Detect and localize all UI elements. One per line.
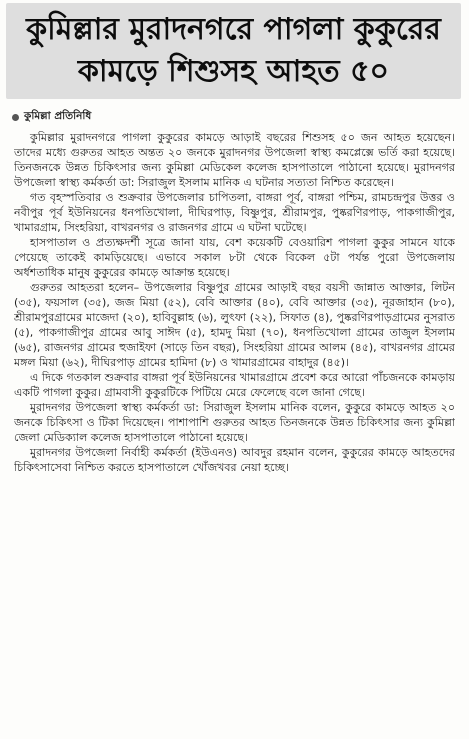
headline-box	[6, 3, 461, 99]
paragraph: হাসপাতাল ও প্রত্যক্ষদর্শী সূত্রে জানা যায়, বেশ কয়েকটি বেওয়ারিশ পাগলা কুকুর সামনে যাকে পেয়েছে তাকেই কামড়িয়েছে। এভাবে সকাল ৮টা থেকে বিকেল ৫টা পর্যন্ত পুরো উপজেলায় অর্ধশতাধিক মানুষ কুকুরের কামড়ে আক্রান্ত হয়েছে।	[14, 236, 455, 279]
article-body	[14, 130, 455, 730]
paragraph: মুরাদনগর উপজেলা নির্বাহী কর্মকর্তা (ইউএনও) আবদুর রহমান বলেন, কুকুরের কামড়ে আহতদের চিকিৎসাসেবা নিশ্চিত করতে হাসপাতালে খোঁজখবর নেয়া হচ্ছে।	[14, 446, 455, 474]
paragraph: এ দিকে গতকাল শুক্রবার বাঙ্গরা পূর্ব ইউনিয়নের খামারগ্রামে প্রবেশ করে আরো পাঁচজনকে কামড়ায় একটি পাগলা কুকুর। গ্রামবাসী কুকুরটিকে পিটিয়ে মেরে ফেলেছে বলে জানা গেছে।	[14, 371, 455, 399]
paragraph: গত বৃহস্পতিবার ও শুক্রবার উপজেলার চাপিতলা, বাঙ্গরা পূর্ব, বাঙ্গরা পশ্চিম, রামচন্দ্রপুর উত্তর ও নবীপুর পূর্ব ইউনিয়নের ধনপতিখোলা, দীঘিরপাড়, বিষ্ণুপুর, শ্রীরামপুর, পুষ্করণিরপাড়, পাকগাজীপুর, খামারগ্রাম, সিংহরিয়া, বাখরনগর ও রাজনগর গ্রামে এ ঘটনা ঘটেছে।	[14, 191, 455, 234]
paragraph: মুরাদনগর উপজেলা স্বাস্থ্য কর্মকর্তা ডা: সিরাজুল ইসলাম মানিক বলেন, কুকুরে কামড়ে আহত ২০ জনকে চিকিৎসা ও টিকা দিয়েছেন। পাশাপাশি গুরুতর আহত তিনজনকে উন্নত চিকিৎসার জন্য কুমিল্লা জেলা মেডিক্যাল কলেজ হাসপাতালে পাঠানো হয়েছে।	[14, 401, 455, 444]
byline	[12, 110, 91, 124]
byline-text: কুমিল্লা প্রতিনিধি	[24, 109, 92, 122]
headline: কুমিল্লার মুরাদনগরে পাগলা কুকুরের কামড়ে শিশুসহ আহত ৫০	[26, 12, 441, 89]
paragraph: গুরুতর আহতরা হলেন– উপজেলার বিষ্ণুপুর গ্রামের আড়াই বছর বয়সী জান্নাত আক্তার, লিটন (৩৫), ফয়সাল (৩৫), জজ মিয়া (৫২), বেবি আক্তার (৪০), বেবি আক্তার (৩৫), নূরজাহান (৮০), শ্রীরামপুরগ্রামের মাজেদা (২০), হাবিবুল্লাহ (৬), লুৎফা (২২), সিফাত (৪), পুষ্করণিরপাড়গ্রামের নুসরাত (৫), পাকগাজীপুর গ্রামের আবু সাঈদ (৫), হামদু মিয়া (৭০), ধনপতিখোলা গ্রামের তাজুল ইসলাম (৬৫), রাজনগর গ্রামের হুজাইফা (সাড়ে তিন বছর), সিংহরিয়া গ্রামের আলম (৪৫), বাখরনগর গ্রামের মঙ্গল মিয়া (৬২), দীঘিরপাড় গ্রামের হামিদা (৮) ও খামারগ্রামের বাহাদুর (৪৫)।	[14, 281, 455, 369]
paragraph: কুমিল্লার মুরাদনগরে পাগলা কুকুরের কামড়ে আড়াই বছরের শিশুসহ ৫০ জন আহত হয়েছেন। তাদের মধ্যে গুরুতর আহত অন্তত ২০ জনকে মুরাদনগর উপজেলা স্বাস্থ্য কমপ্লেক্সে ভর্তি করা হয়েছে। তিনজনকে উন্নত চিকিৎসার জন্য কুমিল্লা মেডিকেল কলেজ হাসপাতালে পাঠানো হয়েছে। মুরাদনগর উপজেলা স্বাস্থ্য কর্মকর্তা ডা: সিরাজুল ইসলাম মানিক এ ঘটনার সত্যতা নিশ্চিত করেছেন।	[14, 131, 455, 189]
bullet-icon	[12, 114, 19, 121]
